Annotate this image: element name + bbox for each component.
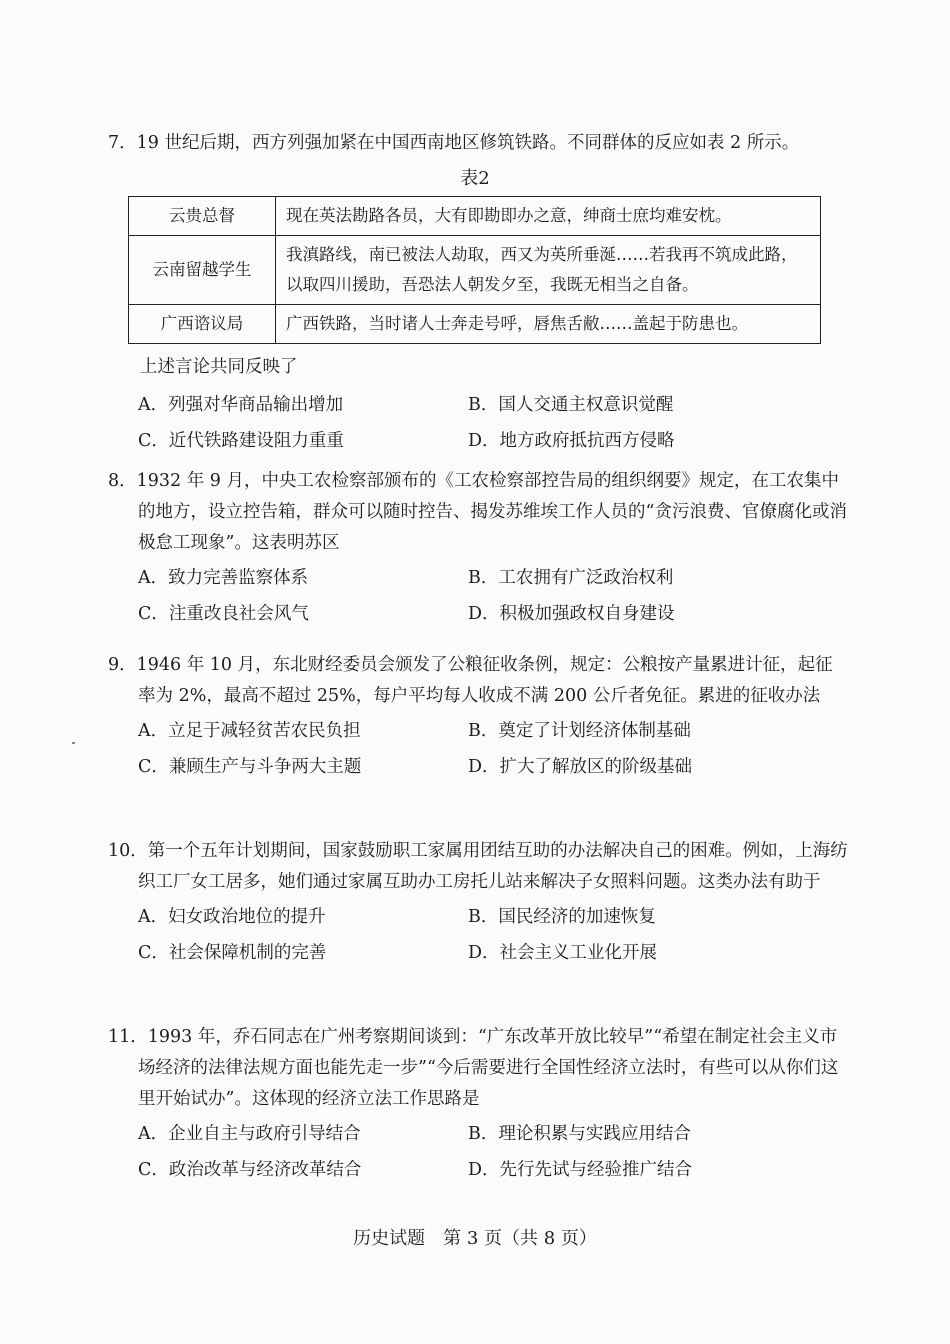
option-c: C．注重改良社会风气 <box>138 604 309 624</box>
table-row <box>129 197 821 236</box>
option-d: D．积极加强政权自身建设 <box>468 604 675 624</box>
table-group-cell: 云南留越学生 <box>129 236 276 305</box>
page-footer: 历史试题 第 3 页（共 8 页） <box>353 1228 597 1249</box>
option-d: D．扩大了解放区的阶级基础 <box>468 757 693 777</box>
question-8 <box>108 466 848 629</box>
question-stem: 8．1932 年 9 月，中央工农检察部颁布的《工农检察部控告局的组织纲要》规定，在工农集中的地方，设立控告箱，群众可以随时控告、揭发苏维埃工作人员的“贪污浪费、官僚腐化或消极怠工现象”。这表明苏区 <box>108 471 847 553</box>
option-c: C．政治改革与经济改革结合 <box>138 1160 362 1180</box>
question-stem: 11．1993 年，乔石同志在广州考察期间谈到：“广东改革开放比较早”“希望在制定社会主义市场经济的法律法规方面也能先走一步”“今后需要进行全国性经济立法时，有些可以从你们这里开始试办”。这体现的经济立法工作思路是 <box>108 1027 839 1109</box>
option-a: A．企业自主与政府引导结合 <box>138 1124 361 1144</box>
option-d: D．地方政府抵抗西方侵略 <box>468 431 675 451</box>
table-row <box>129 305 821 344</box>
option-a: A．列强对华商品输出增加 <box>138 395 344 415</box>
table-text-cell: 广西铁路，当时诸人士奔走号呼，唇焦舌敝……盖起于防患也。 <box>276 305 821 344</box>
question-7-options <box>108 386 848 456</box>
question-11 <box>108 1022 848 1185</box>
scan-speck <box>72 742 75 744</box>
question-stem: 9．1946 年 10 月，东北财经委员会颁发了公粮征收条例，规定：公粮按产量累进计征，起征率为 2%，最高不超过 25%，每户平均每人收成不满 200 公斤者免征。累进的征收办法 <box>108 655 833 706</box>
option-c: C．兼顾生产与斗争两大主题 <box>138 757 362 777</box>
table-row <box>129 236 821 305</box>
question-stem: 7．19 世纪后期，西方列强加紧在中国西南地区修筑铁路。不同群体的反应如表 2 所示。 <box>108 133 800 153</box>
question-10 <box>108 836 848 968</box>
table-group-cell: 云贵总督 <box>129 197 276 236</box>
table-group-cell: 广西谘议局 <box>129 305 276 344</box>
question-lead: 上述言论共同反映了 <box>140 357 298 377</box>
table-text-cell: 我滇路线，南已被法人劫取，西又为英所垂涎……若我再不筑成此路，以取四川援助，吾恐法人朝发夕至，我既无相当之自备。 <box>276 236 821 305</box>
table-2 <box>128 196 821 344</box>
question-7 <box>108 128 848 159</box>
option-a: A．致力完善监察体系 <box>138 568 309 588</box>
table-text-cell: 现在英法勘路各员，大有即勘即办之意，绅商士庶均难安枕。 <box>276 197 821 236</box>
option-b: B．国人交通主权意识觉醒 <box>468 395 674 415</box>
option-b: B．国民经济的加速恢复 <box>468 907 656 927</box>
option-b: B．奠定了计划经济体制基础 <box>468 721 691 741</box>
option-c: C．社会保障机制的完善 <box>138 943 327 963</box>
option-d: D．社会主义工业化开展 <box>468 943 658 963</box>
option-b: B．工农拥有广泛政治权利 <box>468 568 674 588</box>
question-stem: 10．第一个五年计划期间，国家鼓励职工家属用团结互助的办法解决自己的困难。例如，上海纺织工厂女工居多，她们通过家属互助办工房托儿站来解决子女照料问题。这类办法有助于 <box>108 841 848 892</box>
option-a: A．立足于减轻贫苦农民负担 <box>138 721 361 741</box>
option-c: C．近代铁路建设阻力重重 <box>138 431 344 451</box>
table-title: 表2 <box>460 168 490 189</box>
question-9 <box>108 650 848 782</box>
option-b: B．理论积累与实践应用结合 <box>468 1124 691 1144</box>
option-d: D．先行先试与经验推广结合 <box>468 1160 693 1180</box>
option-a: A．妇女政治地位的提升 <box>138 907 326 927</box>
